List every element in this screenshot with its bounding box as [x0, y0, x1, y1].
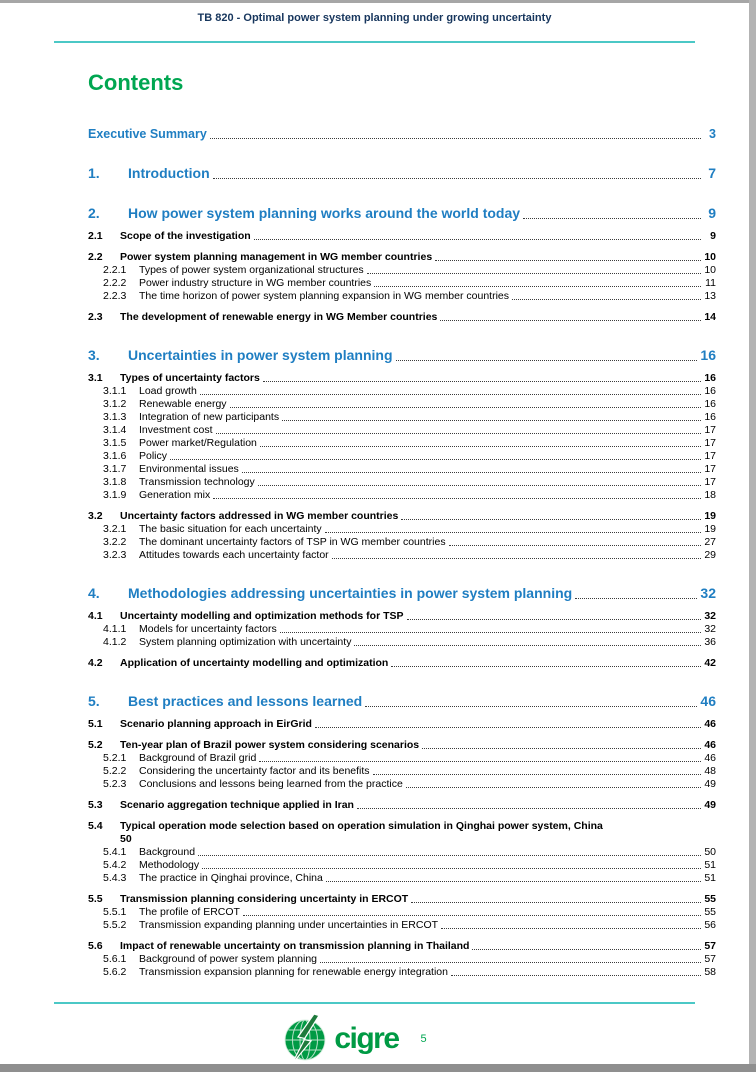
dot-leader — [435, 260, 701, 261]
toc-entry[interactable] — [88, 799, 716, 812]
dot-leader — [230, 407, 701, 408]
toc-entry[interactable] — [88, 778, 716, 791]
toc-entry[interactable] — [88, 739, 716, 752]
toc-entry-number: 3.2.3 — [103, 549, 127, 561]
dot-leader — [411, 902, 701, 903]
toc-entry-page: 46 — [700, 693, 716, 709]
toc-entry[interactable] — [88, 940, 716, 953]
dot-leader — [243, 915, 701, 916]
dot-leader — [391, 666, 701, 667]
toc-entry[interactable] — [88, 610, 716, 623]
dot-leader — [373, 774, 701, 775]
dot-leader — [451, 975, 701, 976]
toc-entry-page: 57 — [704, 953, 716, 965]
toc-entry-title: Scenario aggregation technique applied in Iran — [120, 799, 354, 811]
dot-leader — [365, 706, 697, 707]
toc-entry[interactable] — [88, 126, 716, 142]
toc-entry-number: 3.1.1 — [103, 385, 127, 397]
toc-entry-title: Uncertainty modelling and optimization methods for TSP — [120, 610, 404, 622]
toc-entry[interactable] — [88, 510, 716, 523]
toc-entry-title: Power system planning management in WG member countries — [120, 251, 433, 263]
toc-entry-number: 2.2 — [88, 251, 103, 263]
toc-entry-title: Ten-year plan of Brazil power system considering scenarios — [120, 739, 420, 751]
toc-entry[interactable] — [88, 966, 716, 979]
toc-entry-page: 3 — [709, 127, 716, 141]
toc-entry-number: 4.1 — [88, 610, 103, 622]
toc-entry[interactable] — [88, 906, 716, 919]
toc-entry-number: 3.1.4 — [103, 424, 127, 436]
dot-leader — [422, 748, 701, 749]
toc-entry[interactable] — [88, 846, 716, 859]
toc-entry-title: Methodology — [139, 859, 200, 871]
toc-entry[interactable] — [88, 859, 716, 872]
toc-entry-page: 50 — [120, 833, 132, 845]
toc-entry[interactable] — [88, 424, 716, 437]
toc-entry-number: 5.1 — [88, 718, 103, 730]
toc-entry-number: 3.1.6 — [103, 450, 127, 462]
toc-entry-title: Generation mix — [139, 489, 211, 501]
toc-entry-title: The practice in Qinghai province, China — [139, 872, 323, 884]
toc-entry-title: Power industry structure in WG member countries — [139, 277, 372, 289]
dot-leader — [263, 381, 701, 382]
toc-entry-page: 55 — [704, 906, 716, 918]
toc-entry-page: 58 — [704, 966, 716, 978]
toc-entry-number: 3.1.7 — [103, 463, 127, 475]
dot-leader — [213, 498, 701, 499]
toc-entry-title: Types of uncertainty factors — [120, 372, 260, 384]
toc-entry-page: 46 — [704, 739, 716, 751]
toc-entry-page: 17 — [704, 424, 716, 436]
toc-entry[interactable] — [88, 372, 716, 385]
toc-entry[interactable] — [88, 919, 716, 932]
toc-entry-page: 19 — [704, 523, 716, 535]
dot-leader — [441, 928, 701, 929]
toc-entry-page: 56 — [704, 919, 716, 931]
toc-entry-number: 5.6 — [88, 940, 103, 952]
toc-entry-number: 2.2.1 — [103, 264, 127, 276]
toc-entry[interactable] — [88, 752, 716, 765]
toc-entry[interactable] — [88, 437, 716, 450]
toc-entry-number: 5.4.2 — [103, 859, 127, 871]
toc-entry-number: 2.2.3 — [103, 290, 127, 302]
dot-leader — [210, 138, 701, 139]
toc-entry-number: 4.1.2 — [103, 636, 127, 648]
running-header: TB 820 - Optimal power system planning under growing uncertainty — [197, 12, 552, 24]
toc-entry-title: Background of Brazil grid — [139, 752, 257, 764]
toc-entry-number: 3.2 — [88, 510, 103, 522]
dot-leader — [332, 558, 701, 559]
toc-entry[interactable] — [88, 411, 716, 424]
toc-entry-number: 2. — [88, 205, 100, 221]
dot-leader — [401, 519, 701, 520]
toc-entry-title: Impact of renewable uncertainty on transmission planning in Thailand — [120, 940, 470, 952]
page-edge-bottom — [0, 1064, 756, 1072]
toc-entry-number: 2.3 — [88, 311, 103, 323]
toc-entry-title: Integration of new participants — [139, 411, 280, 423]
toc-entry-page: 57 — [704, 940, 716, 952]
toc-entry-title: Best practices and lessons learned — [128, 693, 363, 709]
toc-entry[interactable] — [88, 489, 716, 502]
dot-leader — [198, 855, 701, 856]
toc-entry-page: 16 — [700, 347, 716, 363]
toc-entry[interactable] — [88, 476, 716, 489]
toc-entry[interactable] — [88, 277, 716, 290]
toc-entry[interactable] — [88, 549, 716, 562]
toc-entry-number: 5.2.3 — [103, 778, 127, 790]
dot-leader — [575, 598, 697, 599]
cigre-logo — [284, 1014, 398, 1064]
toc-entry-number: 3.1.5 — [103, 437, 127, 449]
toc-entry[interactable] — [88, 398, 716, 411]
header-divider — [54, 41, 695, 43]
toc-entry-page: 17 — [704, 450, 716, 462]
toc-entry[interactable] — [88, 872, 716, 885]
toc-entry-page: 16 — [704, 385, 716, 397]
toc-entry-title: Transmission expanding planning under uncertainties in ERCOT — [139, 919, 439, 931]
toc-entry-page: 50 — [704, 846, 716, 858]
toc-entry-page: 16 — [704, 398, 716, 410]
toc-entry-title: The profile of ERCOT — [139, 906, 240, 918]
toc-entry-title: Models for uncertainty factors — [139, 623, 277, 635]
toc-entry-title: How power system planning works around the world today — [128, 205, 521, 221]
dot-leader — [523, 218, 701, 219]
toc-entry-number: 5.6.2 — [103, 966, 127, 978]
dot-leader — [320, 962, 701, 963]
dot-leader — [200, 394, 701, 395]
toc-entry-number: 3.1.8 — [103, 476, 127, 488]
toc-entry-title: Application of uncertainty modelling and optimization — [120, 657, 389, 669]
cigre-logo-text: cigre — [334, 1022, 399, 1055]
toc-entry-page: 49 — [704, 778, 716, 790]
dot-leader — [440, 320, 701, 321]
toc-entry-title: Considering the uncertainty factor and its benefits — [139, 765, 370, 777]
toc-list — [88, 126, 716, 979]
toc-entry-page: 7 — [708, 165, 716, 181]
toc-entry-title: Policy — [139, 450, 168, 462]
toc-entry[interactable] — [88, 463, 716, 476]
dot-leader — [406, 787, 701, 788]
toc-entry-wrap-block — [120, 820, 716, 846]
toc-entry-number: 5.2 — [88, 739, 103, 751]
toc-entry-title: Conclusions and lessons being learned from the practice — [139, 778, 403, 790]
toc-entry-page: 13 — [704, 290, 716, 302]
toc-entry-number: 4.1.1 — [103, 623, 127, 635]
dot-leader — [170, 459, 701, 460]
toc-entry[interactable] — [88, 385, 716, 398]
toc-entry-number: 2.2.2 — [103, 277, 127, 289]
toc-entry[interactable] — [88, 584, 716, 602]
toc-entry-number: 5.4.1 — [103, 846, 127, 858]
dot-leader — [325, 532, 701, 533]
toc-entry[interactable] — [88, 623, 716, 636]
toc-entry-number: 3.1.3 — [103, 411, 127, 423]
toc-entry-number: 5.6.1 — [103, 953, 127, 965]
toc-entry-number: 5.2.1 — [103, 752, 127, 764]
toc-entry-number: 3.2.1 — [103, 523, 127, 535]
toc-entry-page: 51 — [704, 859, 716, 871]
toc-entry-page: 36 — [704, 636, 716, 648]
toc-entry-page: 14 — [704, 311, 716, 323]
toc-entry-title: Renewable energy — [139, 398, 227, 410]
dot-leader — [326, 881, 701, 882]
toc-entry-page: 27 — [704, 536, 716, 548]
toc-entry-number: 5.4 — [88, 820, 103, 832]
toc-entry-number: 3.1.9 — [103, 489, 127, 501]
toc-entry-title: Background — [139, 846, 196, 858]
toc-entry-title: Load growth — [139, 385, 197, 397]
toc-entry-title: Executive Summary — [88, 127, 207, 141]
dot-leader — [374, 286, 701, 287]
toc-entry[interactable] — [88, 450, 716, 463]
dot-leader — [407, 619, 701, 620]
toc-entry-number: 5. — [88, 693, 100, 709]
dot-leader — [258, 485, 701, 486]
toc-entry-title: Scope of the investigation — [120, 230, 251, 242]
toc-entry-page: 42 — [704, 657, 716, 669]
cigre-globe-icon — [284, 1014, 330, 1064]
toc-entry[interactable] — [88, 164, 716, 182]
toc-entry-title: Scenario planning approach in EirGrid — [120, 718, 312, 730]
toc-entry-title: The time horizon of power system planning expansion in WG member countries — [139, 290, 510, 302]
toc-entry-number: 5.5.2 — [103, 919, 127, 931]
toc-entry[interactable] — [88, 636, 716, 649]
toc-entry-page: 16 — [704, 372, 716, 384]
toc-entry-page: 9 — [710, 230, 716, 242]
dot-leader — [260, 446, 701, 447]
dot-leader — [396, 360, 698, 361]
toc-entry-page: 10 — [704, 264, 716, 276]
toc-entry-page: 17 — [704, 463, 716, 475]
dot-leader — [282, 420, 701, 421]
toc-entry-page: 17 — [704, 476, 716, 488]
toc-entry-title: Methodologies addressing uncertainties in power system planning — [128, 585, 573, 601]
toc-entry[interactable] — [88, 765, 716, 778]
toc-entry-number: 4.2 — [88, 657, 103, 669]
toc-entry-title: Attitudes towards each uncertainty factor — [139, 549, 329, 561]
toc-entry-title: Background of power system planning — [139, 953, 318, 965]
dot-leader — [449, 545, 701, 546]
dot-leader — [512, 299, 701, 300]
toc-entry-number: 3.2.2 — [103, 536, 127, 548]
dot-leader — [216, 433, 701, 434]
toc-entry-title: The basic situation for each uncertainty — [139, 523, 322, 535]
toc-entry-page: 51 — [704, 872, 716, 884]
page-edge-top — [0, 0, 756, 3]
toc-entry-page: 32 — [704, 610, 716, 622]
toc-entry-title: System planning optimization with uncertainty — [139, 636, 352, 648]
toc-entry-title: Uncertainty factors addressed in WG member countries — [120, 510, 399, 522]
toc-entry-title: Transmission planning considering uncertainty in ERCOT — [120, 893, 409, 905]
toc-entry-title: Types of power system organizational structures — [139, 264, 364, 276]
toc-entry[interactable] — [88, 523, 716, 536]
toc-entry[interactable] — [88, 264, 716, 277]
toc-entry[interactable] — [88, 953, 716, 966]
toc-entry-title: Typical operation mode selection based on operation simulation in Qinghai power system, China — [120, 820, 603, 832]
toc-entry-page: 11 — [705, 277, 716, 289]
toc-entry-page: 16 — [704, 411, 716, 423]
toc-entry-number: 5.2.2 — [103, 765, 127, 777]
toc-entry[interactable] — [88, 692, 716, 710]
toc-entry-page: 17 — [704, 437, 716, 449]
toc-entry[interactable] — [88, 718, 716, 731]
dot-leader — [242, 472, 701, 473]
toc-entry-title: Introduction — [128, 165, 210, 181]
toc-entry-number: 1. — [88, 165, 100, 181]
footer-page-number: 5 — [420, 1033, 427, 1045]
toc-content — [88, 70, 716, 979]
toc-entry-page: 18 — [704, 489, 716, 501]
toc-entry-number: 3.1.2 — [103, 398, 127, 410]
toc-entry-title: The development of renewable energy in WG Member countries — [120, 311, 438, 323]
dot-leader — [315, 727, 701, 728]
toc-entry-page: 29 — [704, 549, 716, 561]
dot-leader — [213, 178, 701, 179]
toc-entry[interactable] — [88, 204, 716, 222]
toc-entry-title: Environmental issues — [139, 463, 239, 475]
dot-leader — [367, 273, 701, 274]
toc-entry-number: 5.3 — [88, 799, 103, 811]
footer-divider — [54, 1002, 695, 1004]
toc-entry-number: 5.4.3 — [103, 872, 127, 884]
toc-entry-page: 19 — [704, 510, 716, 522]
toc-entry-title: Transmission technology — [139, 476, 255, 488]
toc-entry-title: Power market/Regulation — [139, 437, 257, 449]
toc-entry[interactable] — [88, 346, 716, 364]
toc-entry-number: 2.1 — [88, 230, 103, 242]
toc-entry[interactable] — [88, 657, 716, 670]
toc-entry[interactable] — [88, 820, 716, 846]
toc-entry-number: 3.1 — [88, 372, 103, 384]
toc-entry-page: 46 — [704, 718, 716, 730]
dot-leader — [280, 632, 701, 633]
toc-entry-page: 55 — [704, 893, 716, 905]
toc-entry-page: 49 — [704, 799, 716, 811]
dot-leader — [354, 645, 701, 646]
toc-entry-page: 9 — [708, 205, 716, 221]
toc-entry[interactable] — [88, 311, 716, 324]
toc-entry-title: Uncertainties in power system planning — [128, 347, 393, 363]
toc-entry-number: 4. — [88, 585, 100, 601]
dot-leader — [357, 808, 701, 809]
toc-entry[interactable] — [88, 290, 716, 303]
toc-entry-title: Investment cost — [139, 424, 213, 436]
toc-entry-page: 32 — [700, 585, 716, 601]
toc-entry[interactable] — [88, 251, 716, 264]
toc-entry-page: 10 — [704, 251, 716, 263]
page-edge-right — [749, 0, 756, 1072]
page-title: Contents — [88, 70, 184, 95]
toc-entry-title: Transmission expansion planning for renewable energy integration — [139, 966, 448, 978]
toc-entry-title: The dominant uncertainty factors of TSP in WG member countries — [139, 536, 446, 548]
toc-entry-page: 46 — [704, 752, 716, 764]
toc-entry-number: 5.5.1 — [103, 906, 127, 918]
dot-leader — [472, 949, 701, 950]
toc-entry[interactable] — [88, 230, 716, 243]
dot-leader — [202, 868, 701, 869]
toc-entry-number: 3. — [88, 347, 100, 363]
dot-leader — [254, 239, 701, 240]
toc-entry-page: 32 — [704, 623, 716, 635]
toc-entry[interactable] — [88, 893, 716, 906]
toc-entry-number: 5.5 — [88, 893, 103, 905]
page-footer — [0, 1014, 749, 1064]
dot-leader — [259, 761, 701, 762]
toc-entry[interactable] — [88, 536, 716, 549]
toc-entry-page: 48 — [704, 765, 716, 777]
